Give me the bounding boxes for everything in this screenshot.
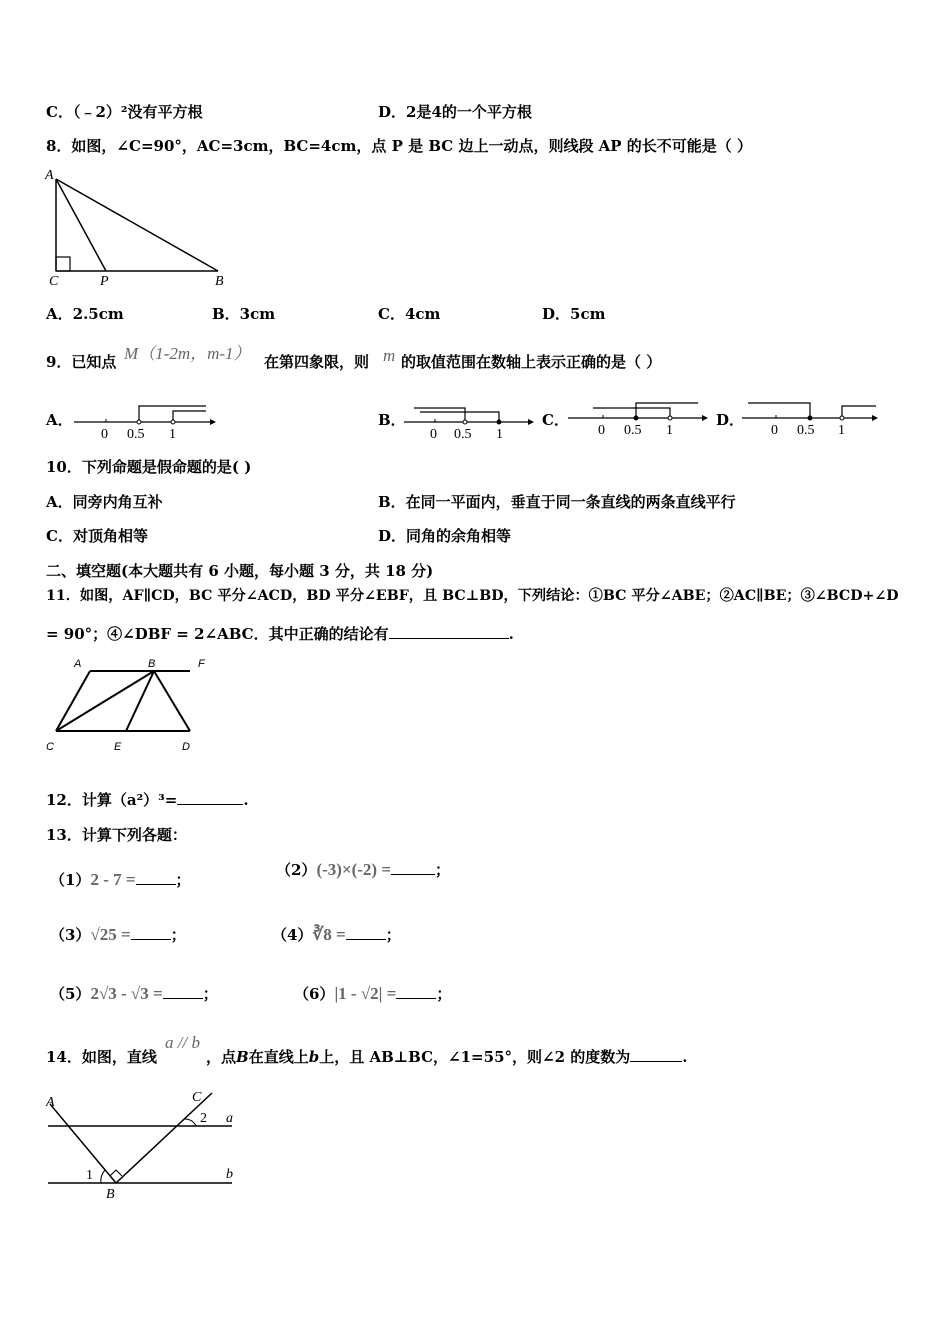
q13-item6-sep: ； [436,985,452,1003]
q10-option-d: D．同角的余角相等 [378,527,512,545]
q8-option-b: B．3cm [212,305,276,323]
q8-label-c: C [49,274,59,289]
q8-stem: 8．如图，∠C=90°，AC=3cm，BC=4cm，点 P 是 BC 边上一动点，则线段 AP 的长不可能是（ ） [46,137,753,155]
q13-item6-expr: |1 - √2| = [334,984,397,1003]
q11-label-c: C [46,741,54,753]
q13-item2-num: （2） [276,861,317,879]
q9-number-line-c [566,400,716,445]
q14-label-a: A [46,1095,55,1110]
q14-answer-blank[interactable] [630,1047,682,1062]
q8-option-c: C．4cm [378,305,441,323]
q13-item5 [50,984,218,1004]
q13-item3-expr: √25 = [90,925,131,944]
q13-item2-expr: (-3)×(-2) = [316,860,392,879]
q14-label-b-point: B [106,1187,115,1202]
q13-item6-blank[interactable] [396,984,436,999]
q14-label-1: 1 [86,1168,93,1183]
q13-item4-num: （4） [272,926,313,944]
q13-item5-blank[interactable] [163,984,203,999]
q8-option-d: D．5cm [542,305,606,323]
q14-parallel-lines-figure [44,1088,244,1203]
q9-number-line-b [402,400,542,445]
q11-parallel-figure [44,655,214,755]
q9a-tick-05: 0.5 [127,427,145,442]
q9-var-m: m [383,346,396,365]
q14-parallel: a // b [165,1033,200,1052]
q11-label-f: F [198,658,205,670]
q13-item1-num: （1） [50,871,91,889]
q14-line [206,1047,687,1067]
q11-label-a: A [74,658,82,670]
q14-mid1: ，点 [206,1048,237,1066]
q9-stem-mid: 在第四象限，则 [264,353,370,371]
q11-line2-wrap [46,624,514,644]
q13-item4-sep: ； [385,926,401,944]
q13-item2 [276,860,450,880]
q14-pre: 14．如图，直线 [46,1048,157,1066]
q10-stem: 10．下列命题是假命题的是( ) [46,458,252,476]
q13-item5-expr: 2√3 - √3 = [90,984,163,1003]
q9b-tick-05: 0.5 [454,427,472,442]
q14-label-2: 2 [200,1111,207,1126]
q9-stem-pre: 9．已知点 [46,353,117,371]
q14-label-b-line: b [226,1167,233,1182]
q13-item3-sep: ； [170,926,186,944]
q13-item2-blank[interactable] [391,860,435,875]
q13-item6 [294,984,451,1004]
q9c-tick-05: 0.5 [624,423,642,438]
q14-line-b: b [308,1048,320,1066]
q12-wrap [46,790,249,810]
q13-item1-blank[interactable] [136,870,176,885]
q11-end: . [508,625,514,643]
q9c-tick-1: 1 [666,423,673,438]
q11-line1: 11．如图，AF∥CD，BC 平分∠ACD，BD 平分∠EBF，且 BC⊥BD，下列结论：①BC 平分∠ABE；②AC∥BE；③∠BCD+∠D [46,588,899,604]
q12-stem: 12．计算（a²）³= [46,791,178,809]
q9d-tick-0: 0 [771,423,778,438]
q13-stem: 13．计算下列各题： [46,826,187,844]
q11-label-e: E [114,741,122,753]
q10-option-a: A．同旁内角互补 [46,493,163,511]
q13-item2-sep: ； [435,861,451,879]
q13-item3-blank[interactable] [131,925,171,940]
q7-option-d: D．2是4的一个平方根 [378,103,532,121]
q8-label-p: P [100,274,109,289]
q13-item5-sep: ； [202,985,218,1003]
q9c-tick-0: 0 [598,423,605,438]
q11-line2: = 90°；④∠DBF = 2∠ABC．其中正确的结论有 [46,625,389,643]
q8-option-a: A．2.5cm [46,305,124,323]
q9d-tick-1: 1 [838,423,845,438]
q12-end: . [243,791,249,809]
q9-number-line-a [72,400,222,445]
q13-item1 [50,870,191,890]
q9-option-d-label: D． [716,411,745,429]
section-2-heading: 二、填空题(本大题共有 6 小题，每小题 3 分，共 18 分) [46,562,434,580]
q14-end: . [682,1048,688,1066]
q13-item3-num: （3） [50,926,91,944]
q13-item4-blank[interactable] [346,925,386,940]
q8-triangle-figure [40,165,240,290]
q12-answer-blank[interactable] [177,790,243,805]
q13-item3 [50,925,186,945]
q8-label-b: B [215,274,224,289]
q13-item6-num: （6） [294,985,335,1003]
q9-option-c-label: C． [542,411,569,429]
q8-label-a: A [45,168,54,183]
q11-label-b: B [148,658,156,670]
q11-label-d: D [182,741,190,753]
q14-mid2: 在直线上 [248,1048,309,1066]
q13-item1-sep: ； [175,871,191,889]
q9-option-a-label: A． [46,411,73,429]
q9a-tick-0: 0 [101,427,108,442]
q14-label-a-line: a [226,1111,233,1126]
q10-option-b: B．在同一平面内，垂直于同一条直线的两条直线平行 [378,493,736,511]
q14-label-c: C [192,1090,202,1105]
q9-stem-post: 的取值范围在数轴上表示正确的是（ ） [401,353,662,371]
q9b-tick-0: 0 [430,427,437,442]
q7-option-c: C．（﹣2）²没有平方根 [46,103,203,121]
q9b-tick-1: 1 [496,427,503,442]
q9a-tick-1: 1 [169,427,176,442]
q13-item4-expr: ∛8 = [312,925,346,944]
q9-point-m: M（1-2m，m-1） [124,344,251,363]
q10-option-c: C．对顶角相等 [46,527,148,545]
q14-post: 上，且 AB⊥BC，∠1=55°，则∠2 的度数为 [319,1048,631,1066]
q11-answer-blank[interactable] [389,624,509,639]
q13-item4 [272,925,401,945]
q13-item5-num: （5） [50,985,91,1003]
q13-item1-expr: 2 - 7 = [90,870,136,889]
q14-point-b: B [236,1048,249,1066]
q9-option-b-label: B． [378,411,406,429]
q9-number-line-d [740,400,890,445]
q9d-tick-05: 0.5 [797,423,815,438]
